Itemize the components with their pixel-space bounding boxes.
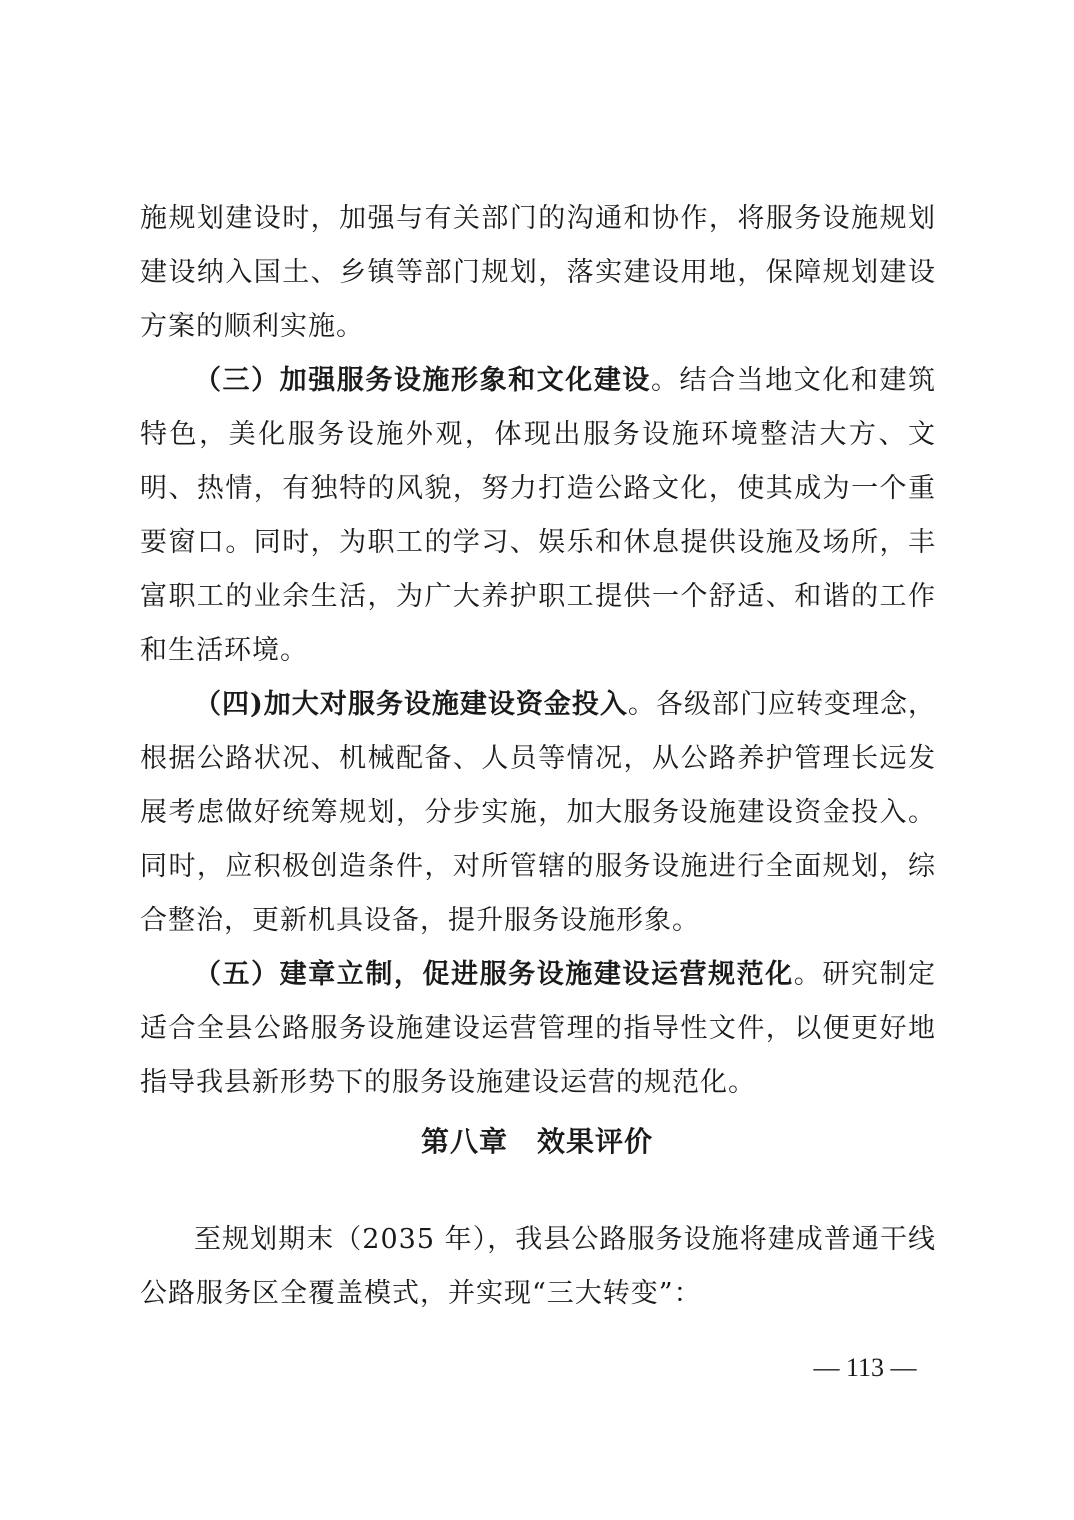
paragraph-text: 施规划建设时，加强与有关部门的沟通和协作，将服务设施规划建设纳入国土、乡镇等部门规划，落实建设用地，保障规划建设方案的顺利实施。 (140, 203, 936, 342)
paragraph-text: 。结合当地文化和建筑特色，美化服务设施外观，体现出服务设施环境整洁大方、文明、热情，有独特的风貌，努力打造公路文化，使其成为一个重要窗口。同时，为职工的学习、娱乐和休息提供设施及场所，丰富职工的业余生活，为广大养护职工提供一个舒适、和谐的工作和生活环境。 (140, 365, 937, 666)
paragraph-section-3 (140, 354, 936, 678)
paragraph-section-5 (140, 948, 936, 1110)
closing-text (140, 1213, 936, 1321)
section-heading-3: （三）加强服务设施形象和文化建设 (194, 365, 651, 396)
paragraph-text: 。各级部门应转变理念，根据公路状况、机械配备、人员等情况，从公路养护管理长远发展考虑做好统筹规划，分步实施，加大服务设施建设资金投入。同时，应积极创造条件，对所管辖的服务设施进行全面规划，综合整治，更新机具设备，提升服务设施形象。 (140, 689, 937, 936)
paragraph-text: 。研究制定适合全县公路服务设施建设运营管理的指导性文件，以便更好地指导我县新形势下的服务设施建设运营的规范化。 (140, 959, 937, 1098)
paragraph-section-4 (140, 678, 936, 948)
body-text (140, 192, 936, 1110)
paragraph-text: 至规划期末（2035 年），我县公路服务设施将建成普通干线公路服务区全覆盖模式，并实现“三大转变”： (140, 1224, 936, 1309)
paragraph-continuation (140, 192, 936, 354)
closing-paragraph (140, 1213, 936, 1321)
page-number: — 113 — (813, 1353, 917, 1382)
section-heading-5: （五）建章立制，促进服务设施建设运营规范化 (194, 959, 794, 990)
section-heading-4: （四)加大对服务设施建设资金投入 (194, 689, 628, 720)
chapter-title: 第八章 效果评价 (420, 1125, 653, 1158)
